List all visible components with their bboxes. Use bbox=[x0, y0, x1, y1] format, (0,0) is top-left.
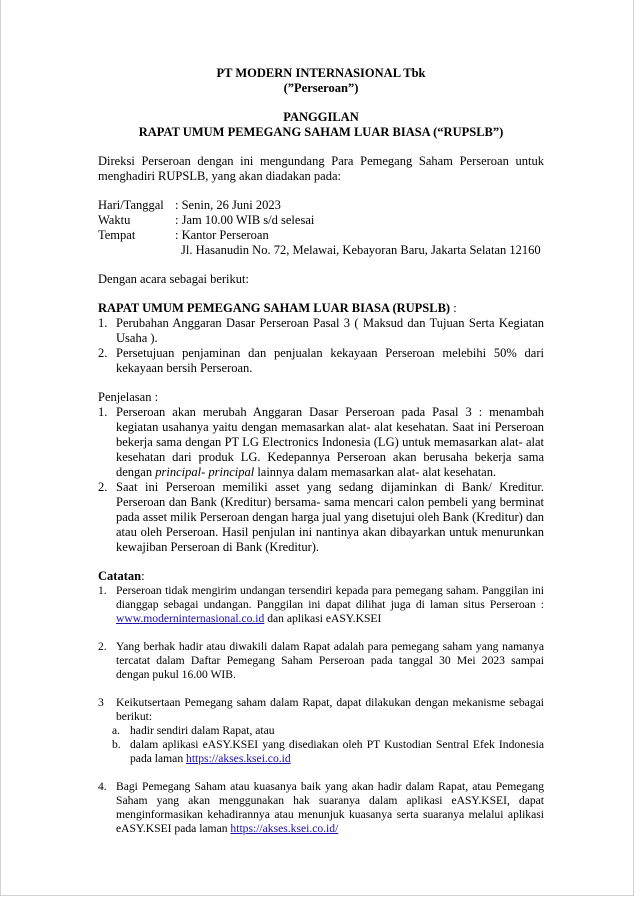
list-item: 2. Saat ini Perseroan memiliki asset yang sedang dijaminkan di Bank/ Kreditur. Perseroan dan Bank (Kreditur) bersama- sama mencari calon pembeli yang berminat pada asset milik Perseroan dengan harga jual yang disetujui oleh Bank (Kreditur) dan atau oleh Perseroan. Hasil penjulan ini nantinya akan dibayarkan untuk menurunkan kewajiban Perseroan di Bank (Kreditur). bbox=[98, 480, 544, 554]
notes-sublist bbox=[98, 724, 544, 766]
agenda-heading bbox=[98, 301, 544, 316]
explanation-list bbox=[98, 405, 544, 555]
intro-paragraph: Direksi Perseroan dengan ini mengundang Para Pemegang Saham Perseroan untuk menghadiri RUPSLB, yang akan diadakan pada: bbox=[98, 154, 544, 183]
list-item: 2. Persetujuan penjaminan dan penjualan kekayaan Perseroan melebihi 50% dari kekayaan bersih Perseroan. bbox=[98, 346, 544, 375]
agenda-heading-suffix: : bbox=[450, 301, 457, 315]
place-value: : Kantor Perseroan bbox=[175, 228, 269, 242]
date-value: : Senin, 26 Juni 2023 bbox=[175, 198, 281, 212]
time-value: : Jam 10.00 WIB s/d selesai bbox=[175, 213, 315, 227]
list-item: a. hadir sendiri dalam Rapat, atau bbox=[112, 724, 275, 737]
notes-heading: Catatan: bbox=[98, 569, 145, 583]
company-website-link[interactable]: www.moderninternasional.co.id bbox=[116, 612, 265, 625]
place-label: Tempat bbox=[98, 228, 136, 242]
company-alias: (”Perseroan”) bbox=[283, 81, 359, 95]
time-label: Waktu bbox=[98, 213, 131, 227]
ksei-link-2[interactable]: https://akses.ksei.co.id/ bbox=[230, 822, 339, 835]
list-item: 1. Perseroan tidak mengirim undangan tersendiri kepada para pemegang saham. Panggilan ini dianggap sebagai undangan. Panggilan ini dapat dilihat juga di laman situs Perseroan : www.moderninternasional.co.id dan aplikasi eASY.KSEI bbox=[98, 584, 544, 625]
notice-title: PANGGILAN bbox=[283, 110, 359, 124]
place-address: Jl. Hasanudin No. 72, Melawai, Kebayoran Baru, Jakarta Selatan 12160 bbox=[181, 243, 541, 257]
agenda-heading-text: RAPAT UMUM PEMEGANG SAHAM LUAR BIASA (RUPSLB) bbox=[98, 301, 451, 315]
list-item: 1. Perubahan Anggaran Dasar Perseroan Pasal 3 ( Maksud dan Tujuan Serta Kegiatan Usaha ). bbox=[98, 316, 544, 345]
agenda-list bbox=[98, 316, 544, 376]
principal-term: principal- principal bbox=[155, 465, 255, 479]
date-label: Hari/Tanggal bbox=[98, 198, 164, 212]
document-content bbox=[98, 66, 544, 836]
agenda-intro: Dengan acara sebagai berikut: bbox=[98, 272, 249, 286]
list-item: 3 Keikutsertaan Pemegang saham dalam Rapat, dapat dilakukan dengan mekanisme sebagai berikut: bbox=[98, 696, 544, 723]
list-item: 4. Bagi Pemegang Saham atau kuasanya baik yang akan hadir dalam Rapat, atau Pemegang Saham yang akan menggunakan hak suaranya dalam aplikasi eASY.KSEI, dapat menginformasikan kehadirannya atau menunjuk kuasanya serta suaranya melalui aplikasi eASY.KSEI pada laman https://akses.ksei.co.id/ bbox=[98, 780, 544, 835]
ksei-link[interactable]: https://akses.ksei.co.id bbox=[186, 752, 291, 765]
list-item: 1. Perseroan akan merubah Anggaran Dasar Perseroan pada Pasal 3 : menambah kegiatan usahanya yaitu dengan memasarkan alat- alat kesehatan. Saat ini Perseroan bekerja sama dengan PT LG Electronics Indonesia (LG) untuk memasarkan alat- alat kesehatan dari produk LG. Kedepannya Perseroan akan berusaha bekerja sama dengan principal- principal lainnya dalam memasarkan alat- alat kesehatan. bbox=[98, 405, 544, 479]
notes-list bbox=[98, 584, 544, 626]
schedule-block bbox=[98, 198, 544, 258]
list-item: b. dalam aplikasi eASY.KSEI yang disediakan oleh PT Kustodian Sentral Efek Indonesia pada laman https://akses.ksei.co.id bbox=[112, 738, 544, 765]
explanation-heading: Penjelasan : bbox=[98, 390, 159, 404]
list-item: 2. Yang berhak hadir atau diwakili dalam Rapat adalah para pemegang saham yang namanya tercatat dalam Daftar Pemegang Saham Perseroan pada tanggal 30 Mei 2023 sampai dengan pukul 16.00 WIB. bbox=[98, 640, 544, 681]
meeting-title: RAPAT UMUM PEMEGANG SAHAM LUAR BIASA (“RUPSLB”) bbox=[138, 125, 504, 139]
company-name: PT MODERN INTERNASIONAL Tbk bbox=[216, 66, 426, 80]
